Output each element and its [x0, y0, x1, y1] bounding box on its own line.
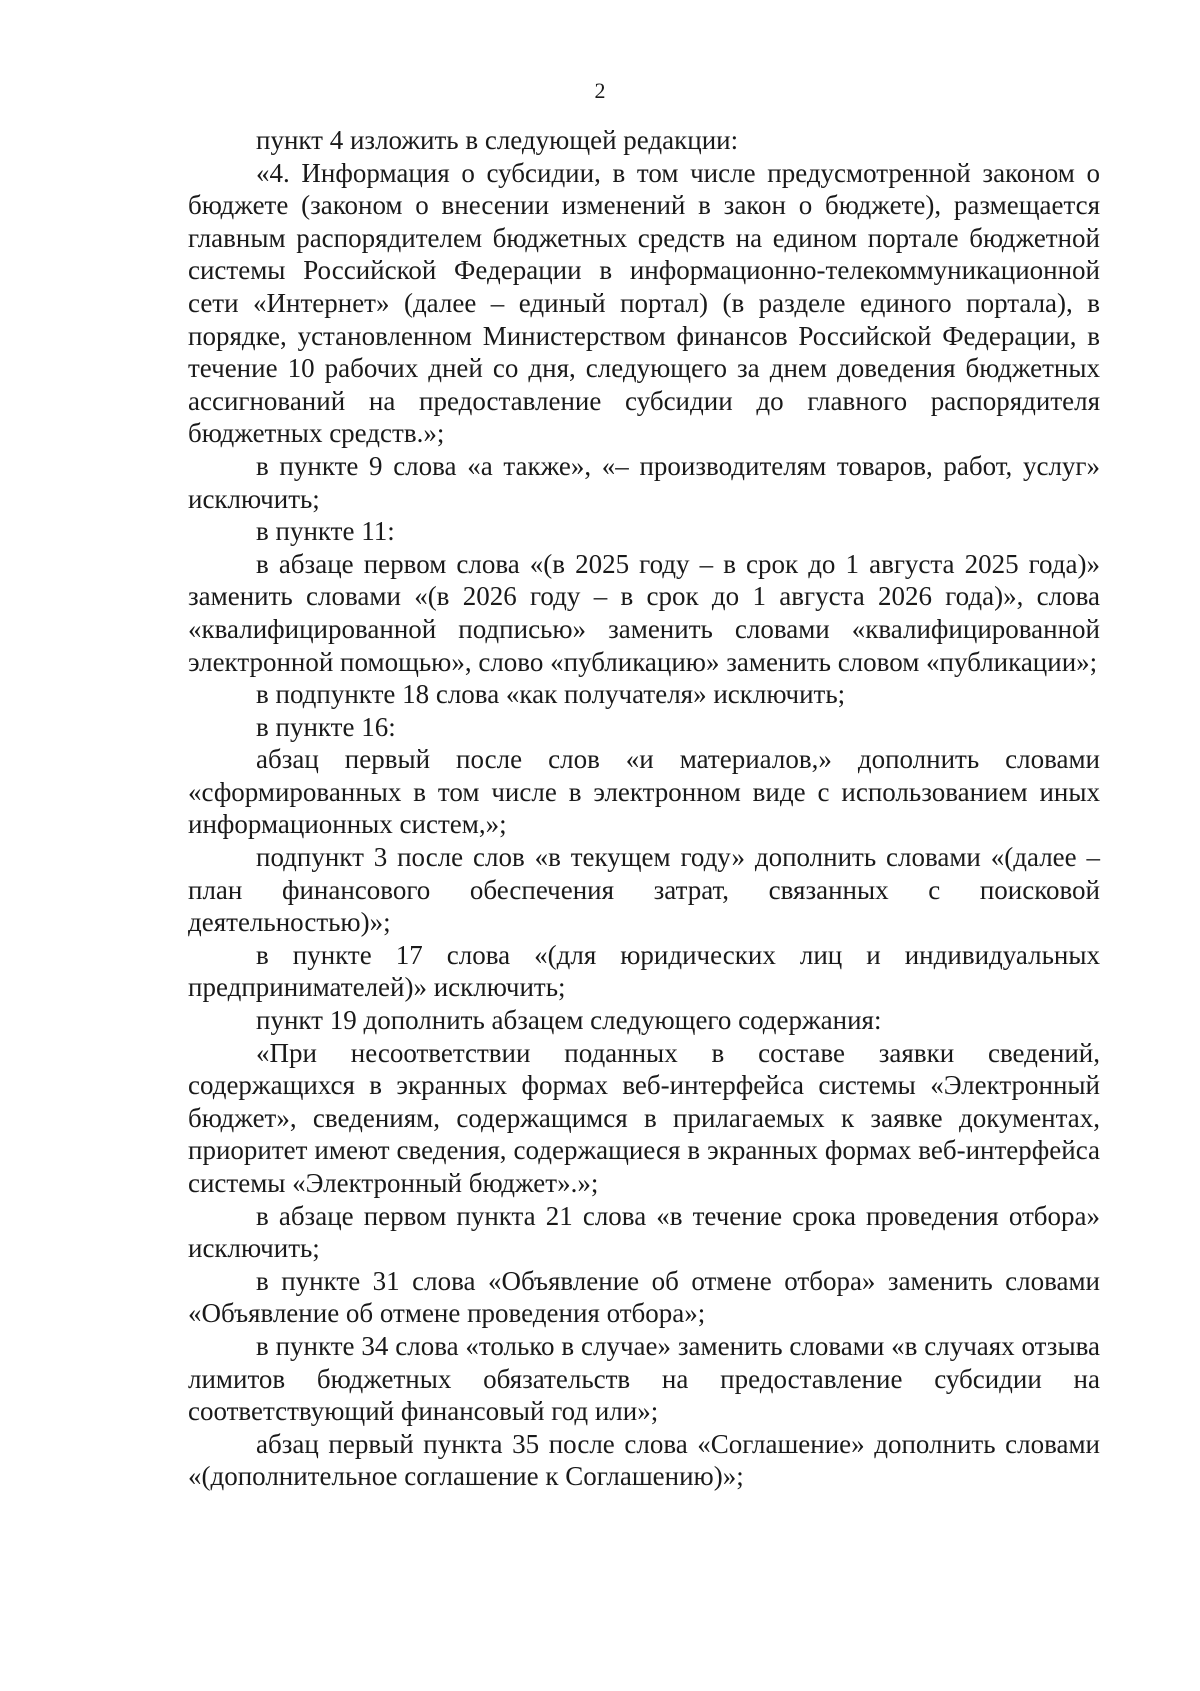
paragraph-13: в абзаце первом пункта 21 слова «в течение срока проведения отбора» исключить;: [188, 1200, 1100, 1264]
paragraph-2: «4. Информация о субсидии, в том числе предусмотренной законом о бюджете (законом о внесении изменений в закон о бюджете), размещается главным распорядителем бюджетных средств на едином портале бюджетной системы Российской Федерации в информационно-телекоммуникационной сети «Интернет» (далее – единый портал) (в разделе единого портала), в порядке, установленном Министерством финансов Российской Федерации, в течение 10 рабочих дней со дня, следующего за днем доведения бюджетных ассигнований на предоставление субсидии до главного распорядителя бюджетных средств.»;: [188, 157, 1100, 449]
paragraph-1: пункт 4 изложить в следующей редакции:: [256, 125, 739, 155]
paragraph-9: подпункт 3 после слов «в текущем году» дополнить словами «(далее – план финансового обеспечения затрат, связанных с поисковой деятельностью)»;: [188, 842, 1100, 938]
paragraph-11: пункт 19 дополнить абзацем следующего содержания:: [256, 1005, 882, 1036]
paragraph-12: «При несоответствии поданных в составе заявки сведений, содержащихся в экранных формах веб-интерфейса системы «Электронный бюджет», сведениям, содержащимся в прилагаемых к заявке документах, приоритет имеют сведения, содержащиеся в экранных формах веб-интерфейса системы «Электронный бюджет».»;: [188, 1037, 1100, 1198]
paragraph-16: абзац первый пункта 35 после слова «Соглашение» дополнить словами «(дополнительное соглашение к Соглашению)»;: [188, 1428, 1100, 1492]
paragraph-15: в пункте 34 слова «только в случае» заменить словами «в случаях отзыва лимитов бюджетных обязательств на предоставление субсидии на соответствующий финансовый год или»;: [188, 1330, 1100, 1427]
paragraph-7: в пункте 16:: [256, 711, 396, 742]
paragraph-3: в пункте 9 слова «а также», «– производителям товаров, работ, услуг» исключить;: [188, 450, 1100, 514]
paragraph-5: в абзаце первом слова «(в 2025 году – в срок до 1 августа 2025 года)» заменить словами «(в 2026 году – в срок до 1 августа 2026 года)», слова «квалифицированной подписью» заменить словами «квалифицированной электронной помощью», слово «публикацию» заменить словом «публикации»;: [188, 548, 1100, 677]
paragraph-6: в подпункте 18 слова «как получателя» исключить;: [256, 679, 846, 710]
paragraph-8: абзац первый после слов «и материалов,» дополнить словами «сформированных в том числе в электронном виде с использованием иных информационных систем,»;: [188, 744, 1100, 840]
document-body: [188, 124, 1100, 1493]
page-number: 2: [594, 78, 606, 103]
paragraph-4: в пункте 11:: [256, 516, 395, 547]
paragraph-14: в пункте 31 слова «Объявление об отмене отбора» заменить словами «Объявление об отмене проведения отбора»;: [188, 1265, 1100, 1329]
paragraph-10: в пункте 17 слова «(для юридических лиц и индивидуальных предпринимателей)» исключить;: [188, 939, 1100, 1003]
